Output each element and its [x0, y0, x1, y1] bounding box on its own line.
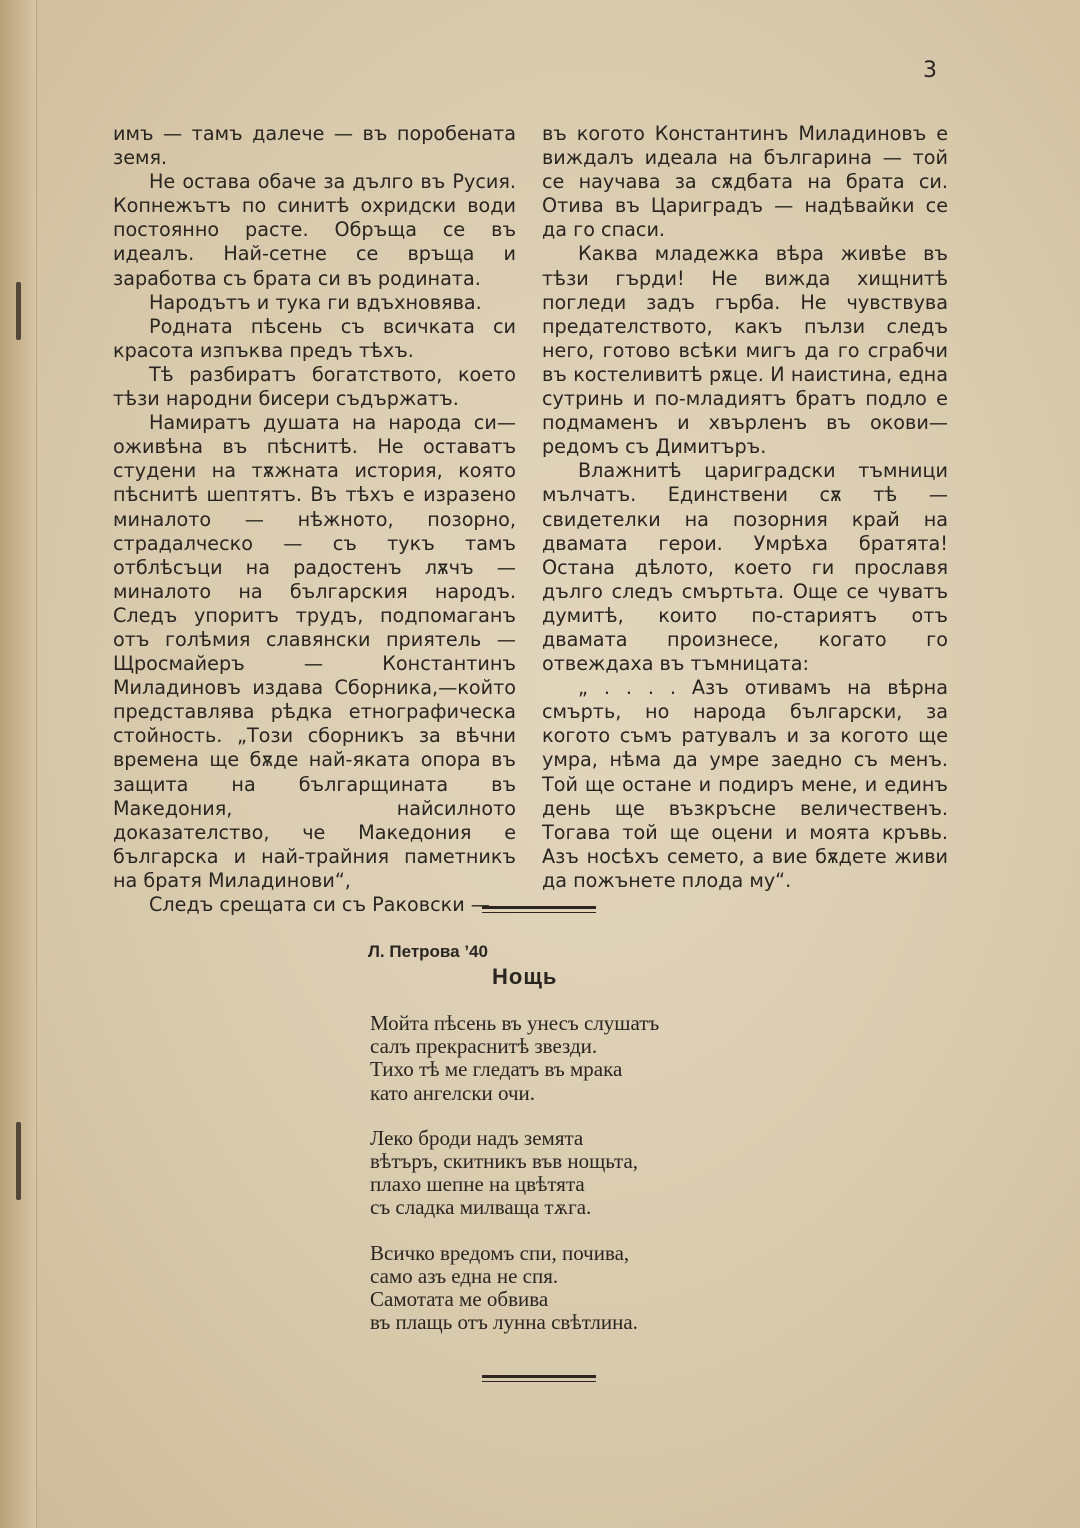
poem-author: Л. Петрова ’40: [368, 942, 488, 961]
paragraph: Народътъ и тука ги вдъхновява.: [149, 290, 482, 314]
section-divider-top: [482, 906, 596, 913]
right-column: [542, 122, 948, 893]
poem-line: Мойта пѣсень въ унесъ слушатъ: [370, 1011, 660, 1035]
paragraph: Влажнитѣ цариградски тъмници мълчатъ. Единствени сѫ тѣ — свидетелки на позорния край на двамата герои. Умрѣха братята! Остана дѣлото, което ги прославя дълго следъ смъртьта. Още се чуватъ думитѣ, които по-стариятъ отъ двамата произнесе, когато го отвеждаха въ тъмницата:: [542, 459, 948, 676]
section-divider-bottom: [482, 1375, 596, 1382]
paragraph: Каква младежка вѣра живѣе въ тѣзи гърди! Не вижда хищнитѣ погледи задъ гърба. Не чувствува предателството, какъ пълзи следъ него, готово всѣки мигъ да го сграбчи въ костеливитѣ рѫце. И наистина, една сутринь и по-младиятъ братъ подло е подмаменъ и хвърленъ въ окови— редомъ съ Димитъръ.: [542, 242, 948, 459]
staple-bottom: [16, 1122, 21, 1200]
poem-line: Самотата ме обвива: [370, 1287, 549, 1312]
poem-line: плахо шепне на цвѣтята: [370, 1172, 585, 1197]
paragraph: имъ — тамъ далече — въ поробената земя.: [113, 122, 516, 170]
paragraph: Тѣ разбиратъ богатството, което тѣзи народни бисери съдържатъ.: [113, 362, 516, 411]
binding-spine: [0, 0, 37, 1528]
poem-line: салъ прекраснитѣ звезди.: [370, 1034, 598, 1059]
staple-top: [16, 282, 21, 340]
paragraph: Родната пѣсень съ всичката си красота изпъква предъ тѣхъ.: [113, 314, 516, 362]
poem-stanza: [370, 1127, 659, 1220]
paragraph: Следъ срещата си съ Раковски —: [149, 893, 490, 916]
paragraph: Не остава обаче за дълго въ Русия. Копнежътъ по синитѣ охридски води постоянно расте. Обръща се въ идеалъ. Най-сетне се връща и заработва съ брата си въ родината.: [113, 170, 516, 290]
poem-line: вѣтъръ, скитникъ във нощьта,: [370, 1149, 639, 1174]
poem-body: [370, 1012, 659, 1356]
paragraph: Намиратъ душата на народа си— оживѣна въ пѣснитѣ. Не оставатъ студени на тѫжната история, която пѣснитѣ шептятъ. Въ тѣхъ е изразено миналото — нѣжното, позорно, страдалческо — съ тукъ тамъ отблѣсъци на радостенъ лѫчъ — миналото на българския народъ. Следъ упоритъ трудъ, подпомаганъ отъ голѣмия славянски приятель — Щросмайеръ — Константинъ Миладиновъ издава Сборника,—който представлява рѣдка етнографическа стойность. „Този сборникъ за вѣчни времена ще бѫде най-яката опора въ защита на българщината въ Македония, найсилното доказателство, че Македония е българска и най-трайния паметникъ на братя Миладинови“,: [113, 411, 516, 892]
poem-line: съ сладка милваща тѫга.: [370, 1195, 592, 1220]
poem-title: Нощь: [492, 964, 558, 989]
poem-line: Тихо тѣ ме гледатъ въ мрака: [370, 1057, 623, 1082]
page-number: 3: [923, 58, 938, 83]
poem-line: Леко броди надъ земята: [370, 1125, 584, 1150]
poem-stanza: [370, 1242, 659, 1335]
paragraph: „ . . . . Азъ отивамъ на вѣрна смърть, но народа български, за когото съмъ ратувалъ и за когото ще умра, нѣма да умре заедно съ менъ. Той ще остане и подиръ мене, и единъ день ще възкръсне величественъ. Тогава той ще оцени и моята кръвь. Азъ носѣхъ семето, а вие бѫдете живи да пожънете плода му“.: [542, 676, 948, 892]
paragraph: въ когото Константинъ Миладиновъ е виждалъ идеала на българина — той се научава за сѫдбата на брата си. Отива въ Цариградъ — надѣвайки се да го спаси.: [542, 122, 948, 242]
poem-stanza: [370, 1012, 659, 1105]
poem-line: въ плащь отъ лунна свѣтлина.: [370, 1310, 638, 1335]
poem-line: само азъ една не спя.: [370, 1263, 559, 1288]
poem-line: Всичко вредомъ спи, почива,: [370, 1240, 630, 1265]
poem-line: като ангелски очи.: [370, 1080, 536, 1105]
left-column: [113, 122, 516, 917]
